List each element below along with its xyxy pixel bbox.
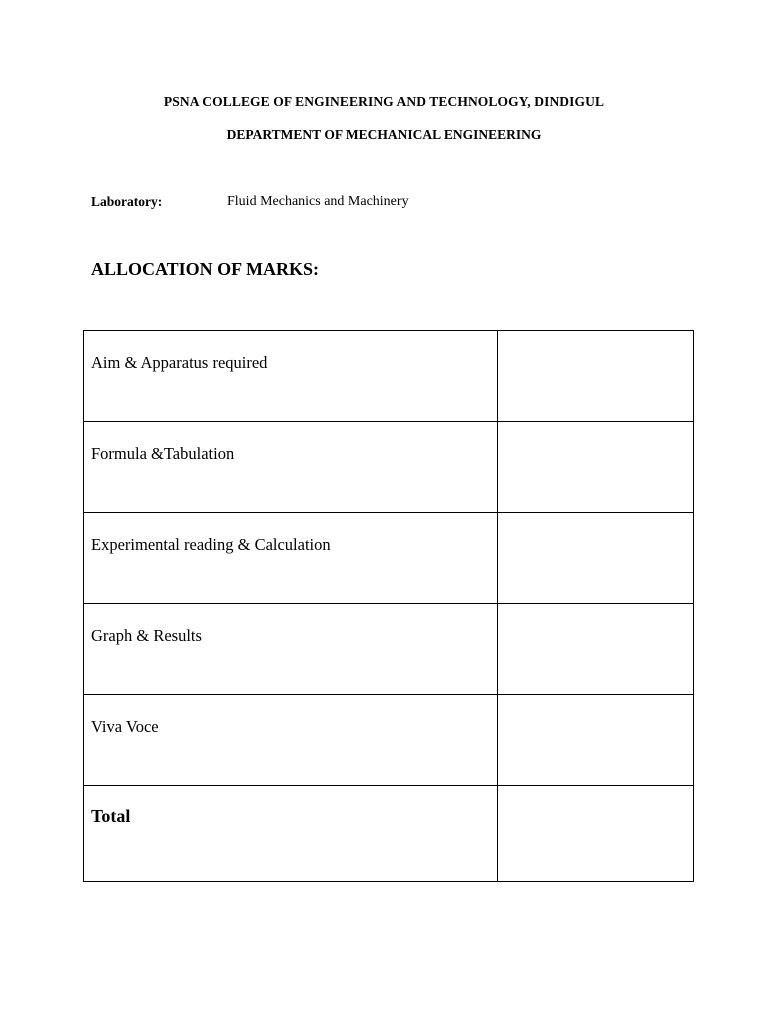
table-row [84,604,694,695]
total-label: Total [91,806,131,826]
criterion-cell [84,422,498,513]
total-marks-cell [498,786,694,882]
criterion-label: Formula &Tabulation [91,444,235,463]
allocation-title: ALLOCATION OF MARKS: [91,259,320,279]
total-row [84,786,694,882]
laboratory-label: Laboratory: [91,194,163,209]
criterion-cell [84,331,498,422]
marks-cell [498,331,694,422]
criterion-label: Experimental reading & Calculation [91,535,331,554]
table-row [84,331,694,422]
criterion-label: Viva Voce [91,717,159,736]
marks-cell [498,513,694,604]
criterion-cell [84,604,498,695]
table-row [84,513,694,604]
department-name: DEPARTMENT OF MECHANICAL ENGINEERING [226,127,542,142]
criterion-cell [84,513,498,604]
criterion-label: Aim & Apparatus required [91,353,268,372]
college-name: PSNA COLLEGE OF ENGINEERING AND TECHNOLOGY, DINDIGUL [163,94,605,109]
table-row [84,422,694,513]
table-row [84,695,694,786]
criterion-cell [84,695,498,786]
criterion-label: Graph & Results [91,626,202,645]
criterion-cell [84,786,498,882]
marks-table [83,330,694,882]
marks-cell [498,695,694,786]
marks-cell [498,604,694,695]
laboratory-value: Fluid Mechanics and Machinery [227,194,409,209]
marks-cell [498,422,694,513]
